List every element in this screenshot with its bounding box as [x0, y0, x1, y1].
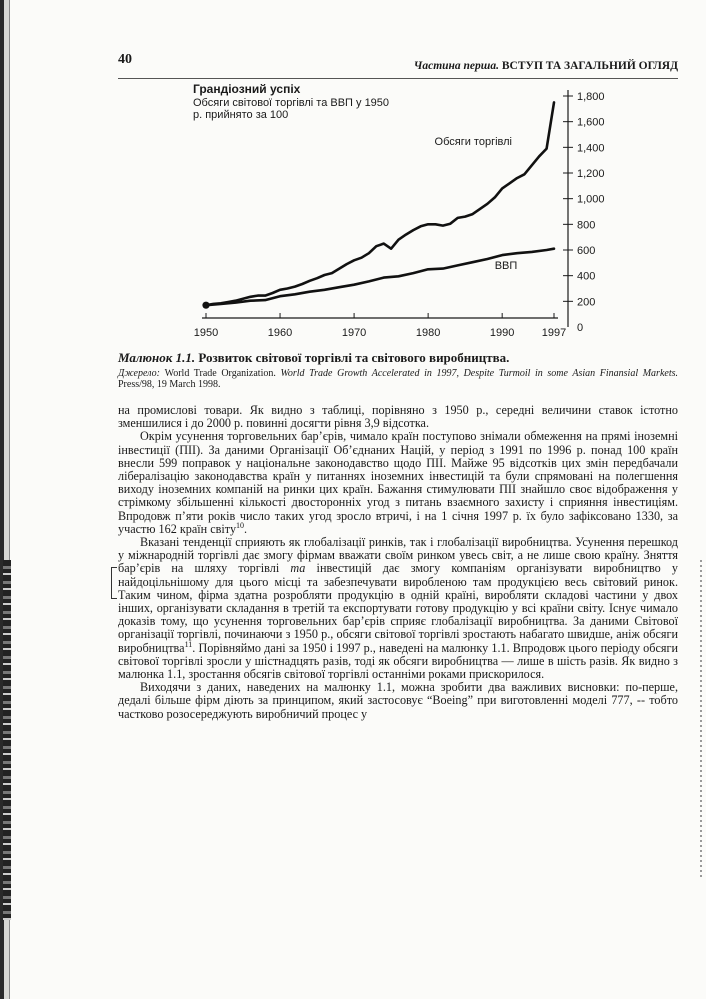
footnote-ref-10: 10 [236, 520, 245, 530]
chart-annotations [435, 136, 518, 272]
paragraph-3-text-a: Вказані тенденції сприяють як глобалізації ринків, так і глобалізації виробництва. Усунення перешкод у міжнародній торгівлі дає змогу фірмам вважати своїм ринком увесь світ, а не лише свою країну. Зняття бар’єрів на шляху торгівлі [118, 535, 678, 576]
y-tick-label-0: 0 [577, 322, 584, 334]
figure-1-1 [180, 82, 610, 347]
x-tick-label-1980: 1980 [415, 327, 441, 339]
y-axis [563, 90, 605, 334]
figure-caption [118, 350, 509, 366]
paragraph-2 [118, 430, 678, 536]
paragraph-3 [118, 536, 678, 681]
y-tick-label-1400: 1,400 [577, 142, 605, 155]
source-part1: World Trade Organization. [159, 368, 281, 379]
paragraph-2-end: . [244, 521, 248, 536]
source-prefix: Джерело: [118, 368, 160, 379]
footnote-ref-11: 11 [184, 639, 193, 649]
margin-bracket [111, 567, 117, 599]
world-trade-chart [180, 82, 610, 347]
chart-subtitle: Обсяги світової торгівлі та ВВП у 1950 р. прийнято за 100 [193, 97, 390, 121]
paragraph-2-text: Окрім усунення торговельних бар’єрів, чимало країн поступово знімали обмеження на прямі іноземні інвестиції (ПІІ). За даними Організації Об’єднаних Націй, у період з 1991 по 1996 р. понад 100 країн внесли 599 поправок у національне законодавство щодо ПІІ. Майже 95 відсотків цих змін передбачали лібералізацію законодавства країн у питаннях іноземних інвестицій та були спрямовані на полегшення виходу іноземних компаній на ринки цих країн. Бажання стимулювати ПІІ знайшло своє відображення у стрімкому збільшенні кількості двосторонніх угод з питань взаємного захисту і сприяння інвестиціям. Впродовж п’яти років число таких угод зросло втричі, і на 1 січня 1997 р. їх було зафіксовано 1330, за участю 162 країн світу [118, 429, 678, 536]
y-tick-label-1200: 1,200 [577, 168, 605, 180]
scan-left-edge [0, 0, 14, 999]
x-axis [194, 313, 566, 339]
binding-mark [3, 560, 11, 920]
chart-title: Грандіозний успіх [193, 82, 301, 96]
paragraph-3-text-b: інвестицій дає змогу компаніям організувати виробництво у найдоцільнішому для цього місці та забезпечувати виробленою там продукцією весь світовий ринок. Таким чином, фірма здатна розробляти продукцію в одній країні, виробляти складові частини у двох інших, організувати складання в третій та експортувати готову продукцію у всі країни світу. Існує чимало доказів тому, що усунення торговельних бар’єрів сприяє глобалізації виробництва. За даними Світової організації торгівлі, починаючи з 1950 р., обсяги світової торгівлі зростають набагато швидше, аніж обсяги виробництва [118, 561, 678, 655]
x-tick-label-1990: 1990 [489, 327, 515, 339]
y-tick-label-1800: 1,800 [577, 91, 605, 103]
series-line-0 [206, 102, 554, 305]
y-tick-label-1600: 1,600 [577, 116, 605, 129]
chart-series [202, 102, 554, 308]
series-label-1: ВВП [494, 260, 518, 272]
x-tick-label-1997: 1997 [541, 327, 567, 339]
paragraph-1: на промислові товари. Як видно з таблиці, порівняно з 1950 р., середні величини ставок істотно зменшилися і до 2000 р. повинні досягти рівня 3,9 відсотка. [118, 403, 678, 431]
figure-source [118, 368, 678, 390]
series-label-0: Обсяги торгівлі [434, 136, 512, 148]
x-tick-label-1950: 1950 [193, 327, 219, 339]
y-tick-label-800: 800 [577, 219, 596, 232]
source-part2: Press/98, 19 March 1998. [118, 379, 221, 390]
caption-label: Малюнок 1.1. [118, 350, 196, 365]
y-tick-label-200: 200 [577, 296, 596, 309]
y-tick-label-400: 400 [577, 270, 596, 283]
paragraph-3-text-c: . Порівняймо дані за 1950 і 1997 р., наведені на малюнку 1.1. Впродовж цього періоду обсяги світової торгівлі зросли у шістнадцять разів, тоді як обсяги виробництва — лише в шість разів. Як видно з малюнка 1.1, зростання обсягів світової торгівлі останніми роками прискорилося. [118, 640, 678, 682]
scan-right-edge [700, 560, 702, 880]
paragraph-3-emphasis: та [290, 561, 306, 576]
page-header [118, 52, 678, 79]
paragraph-4: Виходячи з даних, наведених на малюнку 1.1, можна зробити два важливих висновки: по-перше, дедалі більше фірм діють за принципом, який застосовує “Boeing” при виготовленні моделі 777, -- тобто частково розосереджують виробничий процес у [118, 680, 678, 721]
x-tick-label-1970: 1970 [341, 327, 367, 339]
source-title: World Trade Growth Accelerated in 1997, Despite Turmoil in some Asian Finansial Markets. [280, 368, 678, 379]
caption-text: Розвиток світової торгівлі та світового виробництва. [198, 350, 510, 365]
running-head-section: ВСТУП ТА ЗАГАЛЬНИЙ ОГЛЯД [501, 60, 678, 72]
y-tick-label-1000: 1,000 [577, 193, 605, 206]
y-tick-label-600: 600 [577, 245, 596, 257]
start-marker-0 [202, 302, 209, 309]
x-tick-label-1960: 1960 [267, 327, 293, 339]
page-number: 40 [118, 52, 132, 67]
running-head-part: Частина перша. [413, 60, 499, 72]
running-head [414, 60, 678, 72]
body-text [118, 404, 678, 721]
